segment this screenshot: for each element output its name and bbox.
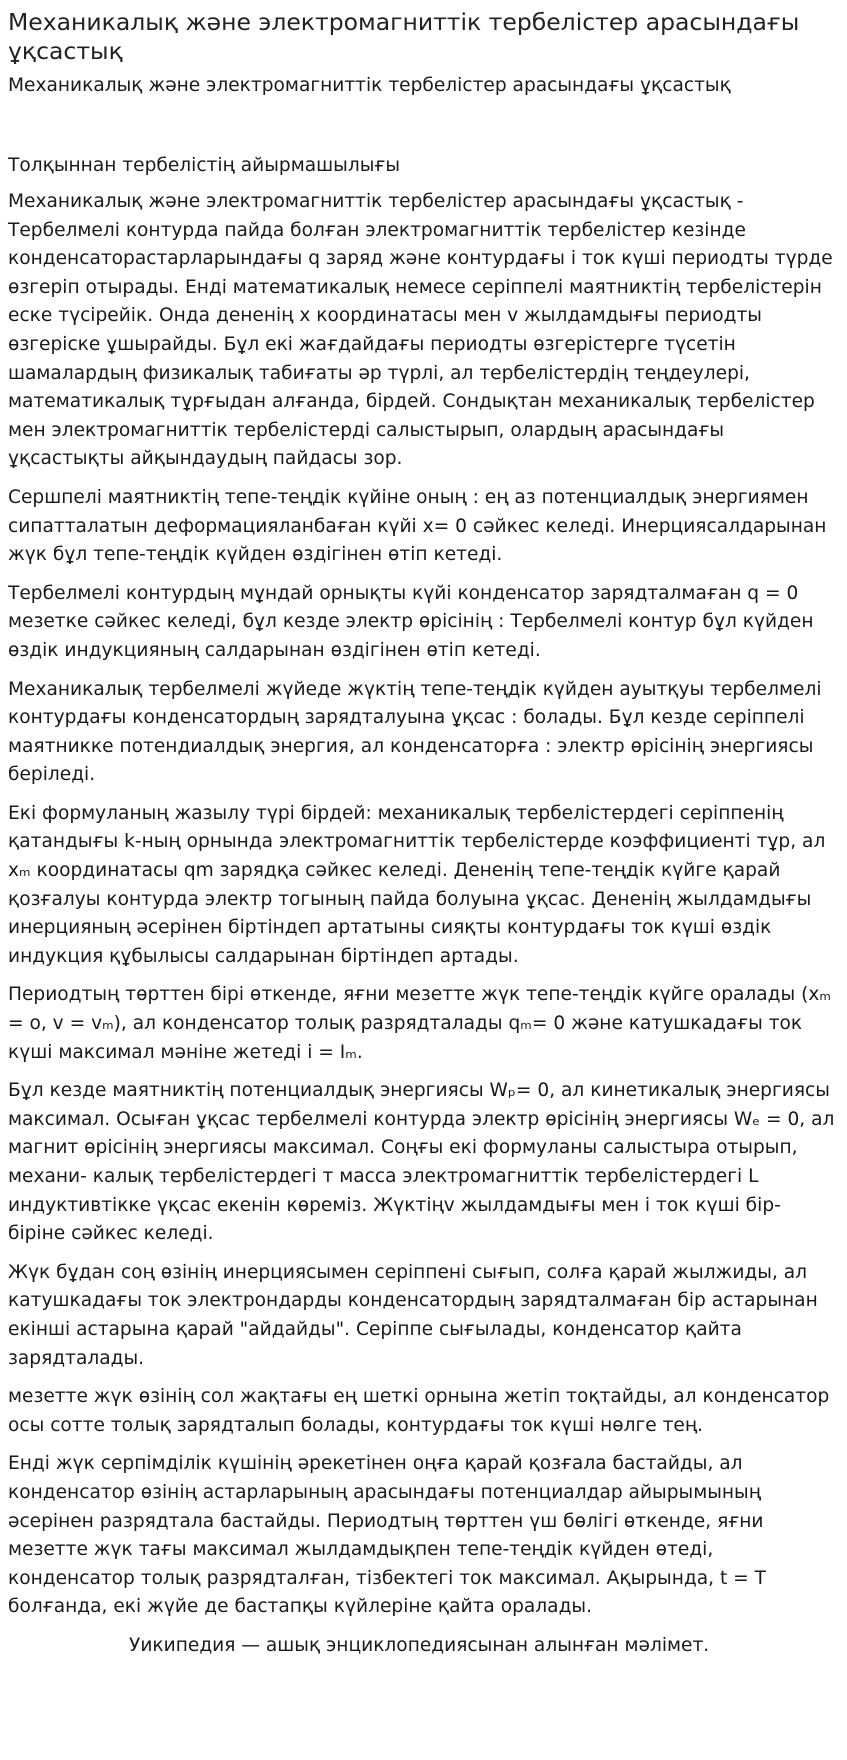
source-attribution: Уикипедия — ашық энциклопедиясынан алынған мәлімет.	[129, 1634, 710, 1656]
section-heading: Толқыннан тербелістің айырмашылығы	[8, 155, 401, 176]
paragraph: Сершпелі маятниктің тепе-теңдік күйіне оның : ең аз потенциалдық энергиямен сипатталатын деформацияланбаған күйі х= 0 сәйкес келеді. Инерциясалдарынан жүк бұл тепе-теңдік күйден өздігінен өтіп кетеді.	[8, 486, 827, 566]
paragraph: Механикалық тербелмелі жүйеде жүктің тепе-теңдік күйден ауытқуы тербелмелі контурдағы конденсатордың зарядталуына ұқсас : болады. Бұл кезде серіппелі маятникке потендиалдық энергия, ал конденсаторға : электр өрісінің энергиясы беріледі.	[8, 678, 822, 786]
paragraph: Екі формуланың жазылу түрі бірдей: механикалық тербелістердегі серіппенің қатандығы k-ның орнында электромагниттік тербелістерде коэффициенті тұр, ал xₘ координатасы qm зарядқа сәйкес келеді. Дененің тепе-теңдік күйге қарай қозғалуы контурда электр тогының пайда болуына ұқсас. Дененің жылдамдығы инерцияның әсерінен біртіндеп артатыны сияқты контурдағы ток күші өздік индукция құбылысы салдарынан біртіндеп артады.	[8, 802, 826, 967]
page-title: Механикалық және электромагниттік тербелістер арасындағы ұқсастық	[8, 8, 800, 65]
paragraph: Механикалық және электромагниттік тербелістер арасындағы ұқсастық - Тербелмелі контурда пайда болған электромагниттік тербелістер кезінде конденсаторастарларындағы q заряд және контурдағы і ток күші периодты түрде өзгеріп отырады. Енді математикалық немесе серіппелі маятниктің тербелістерін еске түсірейік. Онда дененің х координатасы мен v жылдамдығы периодты өзгеріске ұшырайды. Бұл екі жағдайдағы периодты өзгерістерге түсетін шамалардың физикалық табиғаты әр түрлі, ал тербелістердің теңдеулері, математикалық тұрғыдан алғанда, бірдей. Сондықтан механикалық тербелістер мен электромагниттік тербелістерді салыстырып, олардың арасындағы ұқсастықты айқындаудың пайдасы зор.	[8, 191, 833, 470]
paragraph: Жүк бұдан соң өзінің инерциясымен серіппені сығып, солға қарай жылжиды, ал катушкадағы ток электрондарды конденсатордың зарядталмаған бір астарынан екінші астарына қарай "айдайды". Серіппе сығылады, конденсатор қайта зарядталады.	[8, 1261, 818, 1369]
page-subtitle: Механикалық және электромагниттік тербелістер арасындағы ұқсастық	[8, 75, 731, 96]
paragraph: Енді жүк серпімділік күшінің әрекетінен оңға қарай қозғала бастайды, ал конденсатор өзінің астарларының арасындағы потенциалдар айырымының әсерінен разрядтала бастайды. Периодтың төрттен үш бөлігі өткенде, яғни мезетте жүк тағы максимал жылдамдықпен тепе-теңдік күйден өтеді, конденсатор толық разрядталған, тізбектегі ток максимал. Ақырында, t = Т болғанда, екі жүйе де бастапқы күйлеріне қайта оралады.	[8, 1453, 767, 1618]
paragraph: Тербелмелі контурдың мұндай орнықты күйі конденсатор зарядталмаған q = 0 мезетке сәйкес келеді, бұл кезде электр өрісінің : Тербелмелі контур бұл күйден өздік индукцияның салдарынан өздігінен өтіп кетеді.	[8, 582, 814, 661]
paragraph: мезетте жүк өзінің сол жақтағы ең шеткі орнына жетіп тоқтайды, ал конденсатор осы сотте толық зарядталып болады, контурдағы ток күші нөлге тең.	[8, 1386, 830, 1436]
paragraph: Периодтың төрттен бірі өткенде, яғни мезетте жүк тепе-теңдік күйге оралады (xₘ = о, v = vₘ), ал конденсатор толық разрядталады qₘ= 0 және катушкадағы ток күші максимал мәніне жетеді і = Iₘ.	[8, 984, 831, 1063]
paragraph: Бұл кезде маятниктің потенциалдық энергиясы Wₚ= 0, ал кинетикалық энергиясы максимал. Осыған ұқсас тербелмелі контурда электр өрісінің энергиясы Wₑ = 0, ал магнит өрісінің энергиясы максимал. Соңғы екі формуланы салыстыра отырып, механи- калық тербелістердегі т масса электромагниттік тербелістердегі L индуктивтікке үқсас екенін көреміз. Жүктіңv жылдамдығы мен і ток күші бір-біріне сәйкес келеді.	[8, 1080, 835, 1245]
